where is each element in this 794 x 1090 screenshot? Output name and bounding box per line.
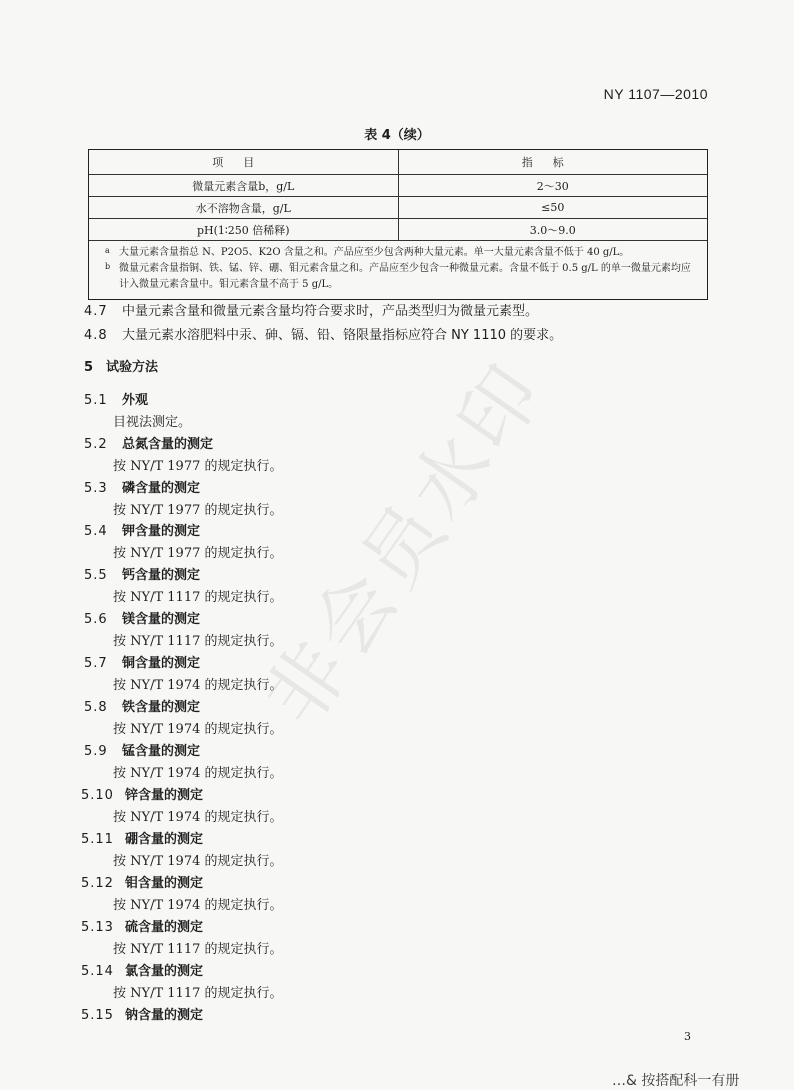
note-mark: b bbox=[105, 262, 111, 271]
table-row bbox=[89, 197, 707, 219]
table-header-row bbox=[89, 150, 707, 175]
subsection-title: 氯含量的测定 bbox=[125, 964, 204, 979]
note-text: 大量元素含量指总 N、P2O5、K2O 含量之和。产品应至少包含两种大量元素。单一大量元素含量不低于 40 g/L。 bbox=[119, 247, 630, 258]
source-brand-text: …& 按搭配科一有册 bbox=[612, 1073, 740, 1089]
table-cell: ≤50 bbox=[398, 197, 707, 219]
clause-text: 大量元素水溶肥料中汞、砷、镉、铅、铬限量指标应符合 NY 1110 的要求。 bbox=[122, 328, 563, 343]
subsection-number: 5.13 bbox=[81, 920, 114, 935]
table-caption: 表 4（续） bbox=[364, 128, 430, 143]
subsection-5-14 bbox=[81, 960, 203, 979]
subsection-body: 按 NY/T 1977 的规定执行。 bbox=[113, 503, 283, 518]
spec-table bbox=[88, 149, 708, 300]
subsection-5-7 bbox=[84, 652, 200, 671]
subsection-5-8 bbox=[84, 696, 200, 715]
subsection-body: 按 NY/T 1974 的规定执行。 bbox=[113, 810, 283, 825]
subsection-number: 5.1 bbox=[84, 393, 108, 408]
subsection-title: 硼含量的测定 bbox=[125, 832, 204, 847]
table-row bbox=[89, 175, 707, 197]
subsection-5-6 bbox=[84, 608, 200, 627]
subsection-5-1 bbox=[84, 389, 148, 408]
subsection-title: 磷含量的测定 bbox=[122, 481, 201, 496]
subsection-title: 钠含量的测定 bbox=[125, 1008, 204, 1023]
note-mark: a bbox=[105, 246, 110, 255]
subsection-body: 按 NY/T 1974 的规定执行。 bbox=[113, 854, 283, 869]
subsection-number: 5.5 bbox=[84, 568, 108, 583]
subsection-number: 5.10 bbox=[81, 788, 114, 803]
column-header-indicator: 指标 bbox=[398, 150, 707, 175]
standard-number: NY 1107—2010 bbox=[603, 86, 708, 102]
subsection-title: 镁含量的测定 bbox=[122, 612, 201, 627]
clause-number: 4.7 bbox=[84, 304, 108, 319]
subsection-number: 5.9 bbox=[84, 744, 108, 759]
subsection-body: 按 NY/T 1117 的规定执行。 bbox=[113, 986, 283, 1001]
subsection-body: 按 NY/T 1974 的规定执行。 bbox=[113, 898, 283, 913]
section-5-heading bbox=[84, 356, 158, 375]
column-header-item: 项目 bbox=[89, 150, 398, 175]
subsection-body: 按 NY/T 1977 的规定执行。 bbox=[113, 459, 283, 474]
table-cell: 3.0～9.0 bbox=[398, 219, 707, 241]
subsection-title: 钙含量的测定 bbox=[122, 568, 201, 583]
clause-4-7 bbox=[84, 300, 538, 319]
table-note bbox=[105, 245, 699, 261]
clause-4-8 bbox=[84, 324, 562, 343]
subsection-number: 5.3 bbox=[84, 481, 108, 496]
subsection-5-12 bbox=[81, 872, 203, 891]
subsection-body: 按 NY/T 1117 的规定执行。 bbox=[113, 634, 283, 649]
subsection-5-13 bbox=[81, 916, 203, 935]
table-note bbox=[105, 261, 699, 293]
subsection-title: 钼含量的测定 bbox=[125, 876, 204, 891]
clause-number: 4.8 bbox=[84, 328, 108, 343]
subsection-5-5 bbox=[84, 564, 200, 583]
subsection-body: 按 NY/T 1974 的规定执行。 bbox=[113, 722, 283, 737]
subsection-5-11 bbox=[81, 828, 203, 847]
subsection-5-2 bbox=[84, 433, 213, 452]
subsection-5-15 bbox=[81, 1004, 203, 1023]
subsection-title: 锌含量的测定 bbox=[125, 788, 204, 803]
table-cell: 微量元素含量b，g/L bbox=[89, 175, 398, 197]
subsection-number: 5.11 bbox=[81, 832, 114, 847]
note-text: 微量元素含量指铜、铁、锰、锌、硼、钼元素含量之和。产品应至少包含一种微量元素。含量不低于 0.5 g/L 的单一微量元素均应计入微量元素含量中。钼元素含量不高于 5 g/L。 bbox=[119, 263, 691, 290]
subsection-body: 按 NY/T 1117 的规定执行。 bbox=[113, 942, 283, 957]
table-cell: 水不溶物含量，g/L bbox=[89, 197, 398, 219]
page-number: 3 bbox=[684, 1030, 691, 1043]
subsection-number: 5.12 bbox=[81, 876, 114, 891]
section-number: 5 bbox=[84, 360, 95, 375]
subsection-number: 5.14 bbox=[81, 964, 114, 979]
subsection-number: 5.7 bbox=[84, 656, 108, 671]
subsection-title: 钾含量的测定 bbox=[122, 524, 201, 539]
subsection-body: 目视法测定。 bbox=[113, 415, 192, 430]
subsection-5-3 bbox=[84, 477, 200, 496]
subsection-5-10 bbox=[81, 784, 203, 803]
table-row bbox=[89, 219, 707, 241]
subsection-title: 铜含量的测定 bbox=[122, 656, 201, 671]
subsection-body: 按 NY/T 1974 的规定执行。 bbox=[113, 766, 283, 781]
subsection-number: 5.6 bbox=[84, 612, 108, 627]
table-notes bbox=[89, 241, 707, 299]
subsection-body: 按 NY/T 1974 的规定执行。 bbox=[113, 678, 283, 693]
subsection-5-9 bbox=[84, 740, 200, 759]
subsection-body: 按 NY/T 1117 的规定执行。 bbox=[113, 590, 283, 605]
subsection-title: 铁含量的测定 bbox=[122, 700, 201, 715]
subsection-number: 5.15 bbox=[81, 1008, 114, 1023]
watermark-text: 非会员水印 bbox=[248, 346, 564, 742]
clause-text: 中量元素含量和微量元素含量均符合要求时，产品类型归为微量元素型。 bbox=[122, 304, 539, 319]
subsection-5-4 bbox=[84, 520, 200, 539]
subsection-body: 按 NY/T 1977 的规定执行。 bbox=[113, 546, 283, 561]
table-cell: 2～30 bbox=[398, 175, 707, 197]
subsection-title: 外观 bbox=[122, 393, 149, 408]
subsection-title: 锰含量的测定 bbox=[122, 744, 201, 759]
subsection-number: 5.4 bbox=[84, 524, 108, 539]
subsection-title: 总氮含量的测定 bbox=[122, 437, 214, 452]
subsection-title: 硫含量的测定 bbox=[125, 920, 204, 935]
table-cell: pH(1∶250 倍稀释) bbox=[89, 219, 398, 241]
subsection-number: 5.8 bbox=[84, 700, 108, 715]
section-title: 试验方法 bbox=[106, 360, 159, 375]
subsection-number: 5.2 bbox=[84, 437, 108, 452]
